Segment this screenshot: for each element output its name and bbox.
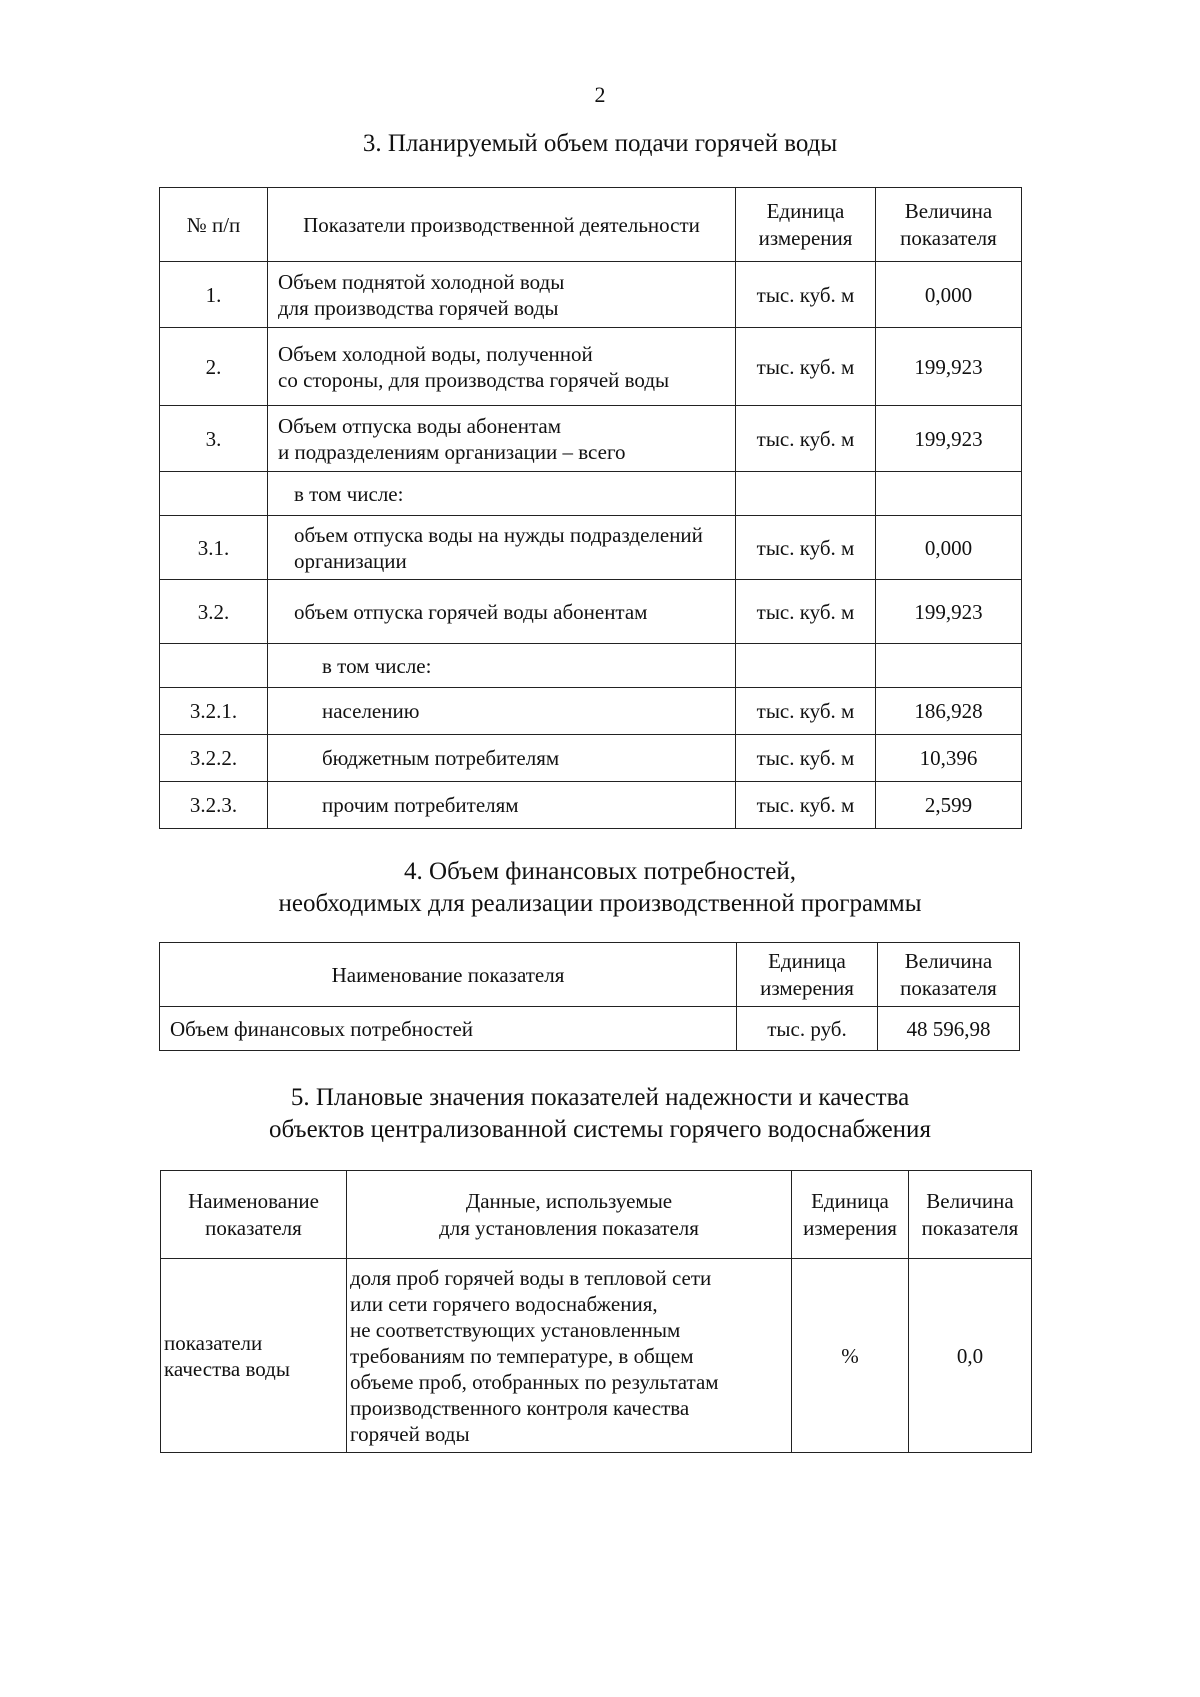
row-unit: тыс. куб. м: [736, 516, 876, 580]
header-num: № п/п: [160, 188, 268, 262]
row-unit: тыс. куб. м: [736, 580, 876, 644]
row-unit: [736, 644, 876, 688]
row-value: [876, 644, 1022, 688]
table-row: [160, 735, 1022, 782]
row-unit: [736, 472, 876, 516]
table-row: [160, 580, 1022, 644]
row-unit: тыс. куб. м: [736, 782, 876, 829]
row-unit: тыс. куб. м: [736, 735, 876, 782]
table-row: [160, 262, 1022, 328]
table-row: [160, 406, 1022, 472]
row-unit: тыс. куб. м: [736, 262, 876, 328]
row-num: 2.: [160, 328, 268, 406]
row-value: 10,396: [876, 735, 1022, 782]
header-data: Данные, используемые для установления показателя: [347, 1171, 792, 1259]
section4-title: 4. Объем финансовых потребностей, необходимых для реализации производственной программы: [278, 858, 922, 917]
section5-table: [160, 1170, 1032, 1453]
row-value: 0,000: [876, 262, 1022, 328]
row-num: 3.2.1.: [160, 688, 268, 735]
row-unit: тыс. куб. м: [736, 688, 876, 735]
row-name: Объем поднятой холодной воды для производства горячей воды: [268, 262, 736, 328]
row-name: в том числе:: [268, 644, 736, 688]
header-name: Наименование показателя: [160, 943, 737, 1007]
table-header-row: [160, 943, 1020, 1007]
row-num: [160, 644, 268, 688]
section3-table: [159, 187, 1022, 829]
row-data: доля проб горячей воды в тепловой сети или сети горячего водоснабжения, не соответствующих установленным требованиям по температуре, в общем объеме проб, отобранных по результатам производственного контроля качества горячей воды: [347, 1259, 792, 1453]
header-value: Величина показателя: [909, 1171, 1032, 1259]
row-unit: %: [792, 1259, 909, 1453]
row-num: 3.2.2.: [160, 735, 268, 782]
section5-title: 5. Плановые значения показателей надежности и качества объектов централизованной системы горячего водоснабжения: [269, 1084, 931, 1143]
row-num: 3.: [160, 406, 268, 472]
header-value: Величина показателя: [878, 943, 1020, 1007]
table-row: [160, 328, 1022, 406]
table-row: [160, 1007, 1020, 1051]
row-unit: тыс. куб. м: [736, 406, 876, 472]
page-number: 2: [594, 82, 606, 107]
header-unit: Единица измерения: [736, 188, 876, 262]
table-row: [160, 644, 1022, 688]
header-name: Наименование показателя: [161, 1171, 347, 1259]
row-num: 3.2.: [160, 580, 268, 644]
row-name: бюджетным потребителям: [268, 735, 736, 782]
row-value: 199,923: [876, 406, 1022, 472]
table-header-row: [160, 188, 1022, 262]
header-value: Величина показателя: [876, 188, 1022, 262]
row-num: 1.: [160, 262, 268, 328]
table-row: [160, 472, 1022, 516]
table-row: [161, 1259, 1032, 1453]
row-unit: тыс. куб. м: [736, 328, 876, 406]
row-name: Объем отпуска воды абонентам и подразделениям организации – всего: [268, 406, 736, 472]
table-row: [160, 516, 1022, 580]
row-value: [876, 472, 1022, 516]
row-value: 0,0: [909, 1259, 1032, 1453]
table-row: [160, 782, 1022, 829]
row-name: объем отпуска горячей воды абонентам: [268, 580, 736, 644]
row-num: [160, 472, 268, 516]
section3-title: 3. Планируемый объем подачи горячей воды: [362, 130, 838, 157]
row-value: 0,000: [876, 516, 1022, 580]
header-indicator: Показатели производственной деятельности: [268, 188, 736, 262]
header-unit: Единица измерения: [792, 1171, 909, 1259]
row-name: Объем финансовых потребностей: [160, 1007, 737, 1051]
row-name: Объем холодной воды, полученной со стороны, для производства горячей воды: [268, 328, 736, 406]
row-name: населению: [268, 688, 736, 735]
table-row: [160, 688, 1022, 735]
row-num: 3.2.3.: [160, 782, 268, 829]
row-value: 2,599: [876, 782, 1022, 829]
table-header-row: [161, 1171, 1032, 1259]
header-unit: Единица измерения: [737, 943, 878, 1007]
row-name: показатели качества воды: [161, 1259, 347, 1453]
row-name: в том числе:: [268, 472, 736, 516]
row-unit: тыс. руб.: [737, 1007, 878, 1051]
row-name: прочим потребителям: [268, 782, 736, 829]
section4-table: [159, 942, 1020, 1051]
row-value: 199,923: [876, 580, 1022, 644]
row-name: объем отпуска воды на нужды подразделений организации: [268, 516, 736, 580]
row-value: 186,928: [876, 688, 1022, 735]
row-value: 199,923: [876, 328, 1022, 406]
row-num: 3.1.: [160, 516, 268, 580]
row-value: 48 596,98: [878, 1007, 1020, 1051]
